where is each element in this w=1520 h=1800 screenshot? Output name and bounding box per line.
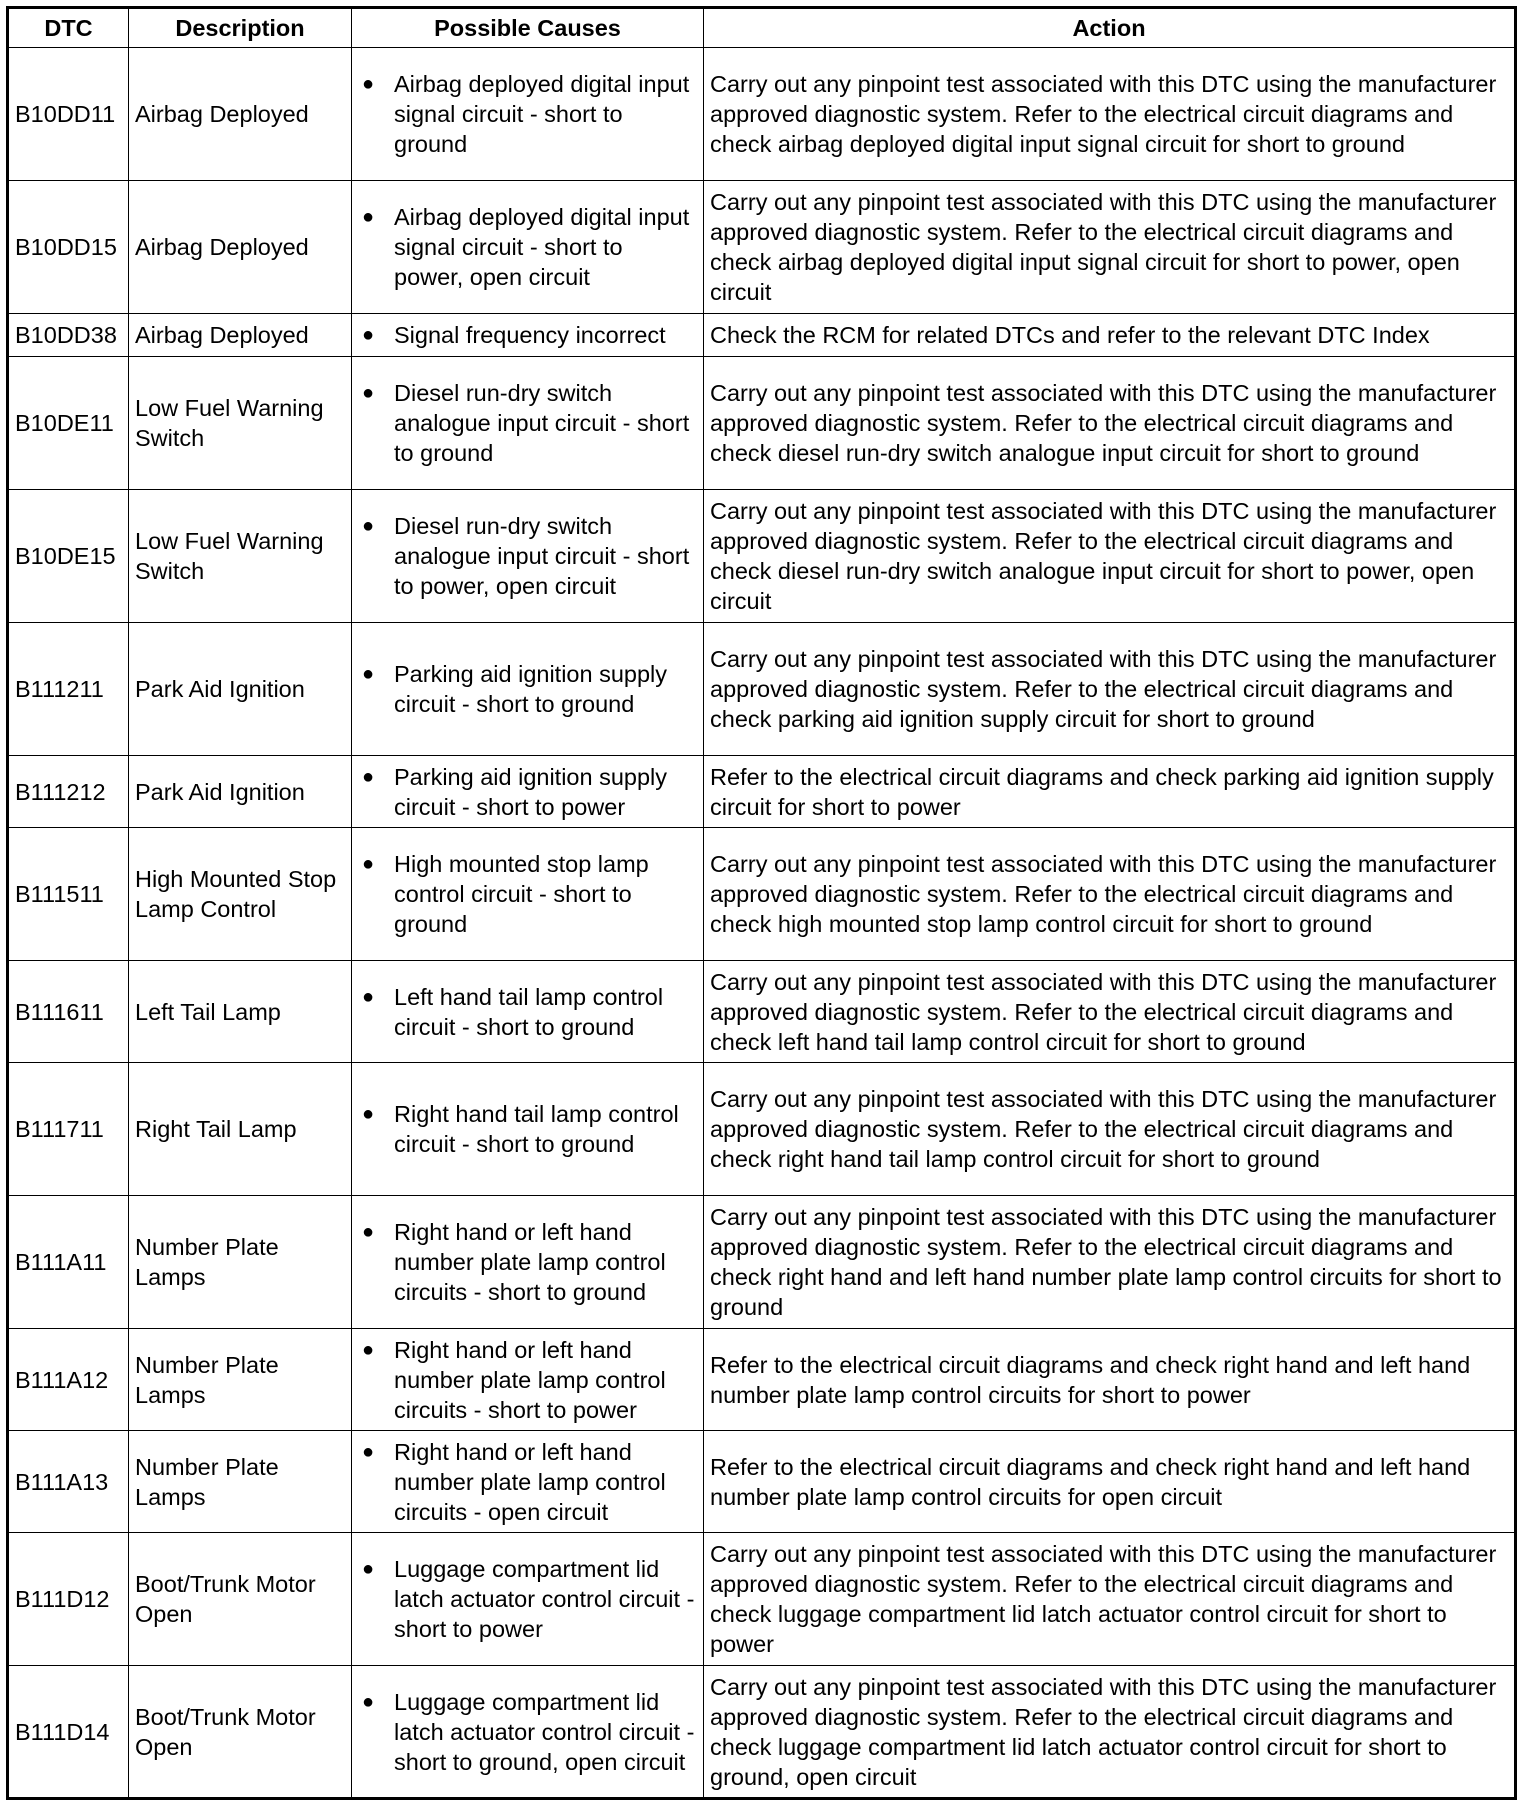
possible-cause-cell — [352, 1196, 704, 1329]
possible-cause-text: Right hand tail lamp control circuit - short to ground — [394, 1101, 679, 1157]
possible-cause-text: Diesel run-dry switch analogue input circuit - short to power, open circuit — [394, 513, 690, 599]
table-row — [8, 1063, 1516, 1196]
possible-cause-text: Right hand or left hand number plate lamp control circuits - short to power — [394, 1336, 666, 1423]
possible-cause-text: Right hand or left hand number plate lamp control circuits - open circuit — [394, 1438, 666, 1525]
action-text: Carry out any pinpoint test associated with this DTC using the manufacturer approved diagnostic system. Refer to the electrical circuit diagrams and check right hand and left hand number plate lamp control circuits for short to ground — [704, 1196, 1516, 1329]
dtc-description: Right Tail Lamp — [129, 1063, 352, 1196]
dtc-code: B111511 — [8, 828, 129, 961]
possible-cause-cell — [352, 357, 704, 490]
cause-bullet-item — [358, 1335, 697, 1425]
dtc-description: Park Aid Ignition — [129, 623, 352, 756]
table-row — [8, 1533, 1516, 1666]
cause-bullet-item — [358, 849, 697, 939]
dtc-code: B111711 — [8, 1063, 129, 1196]
dtc-description: Number Plate Lamps — [129, 1431, 352, 1533]
bullet-icon: ● — [362, 663, 375, 685]
bullet-icon: ● — [362, 1103, 375, 1125]
cause-bullet-item — [358, 320, 697, 350]
cause-bullet-item — [358, 1687, 697, 1777]
possible-cause-cell — [352, 490, 704, 623]
cause-bullet-item — [358, 202, 697, 292]
header-possible-causes: Possible Causes — [352, 8, 704, 48]
possible-cause-cell — [352, 623, 704, 756]
dtc-code: B10DD11 — [8, 48, 129, 181]
possible-cause-text: Luggage compartment lid latch actuator control circuit - short to ground, open circuit — [394, 1688, 695, 1775]
dtc-description: Number Plate Lamps — [129, 1329, 352, 1431]
dtc-code: B10DE15 — [8, 490, 129, 623]
dtc-description: Low Fuel Warning Switch — [129, 490, 352, 623]
action-text: Carry out any pinpoint test associated with this DTC using the manufacturer approved diagnostic system. Refer to the electrical circuit diagrams and check parking aid ignition supply circuit for short to ground — [704, 623, 1516, 756]
possible-cause-cell — [352, 756, 704, 828]
table-row — [8, 961, 1516, 1063]
possible-cause-cell — [352, 314, 704, 357]
dtc-code: B111A13 — [8, 1431, 129, 1533]
possible-cause-text: Right hand or left hand number plate lamp control circuits - short to ground — [394, 1219, 666, 1305]
bullet-icon: ● — [362, 1338, 375, 1361]
possible-cause-cell — [352, 1533, 704, 1666]
dtc-code: B111211 — [8, 623, 129, 756]
possible-cause-cell — [352, 1329, 704, 1431]
possible-cause-cell — [352, 1063, 704, 1196]
bullet-icon: ● — [362, 1440, 375, 1463]
action-text: Carry out any pinpoint test associated with this DTC using the manufacturer approved diagnostic system. Refer to the electrical circuit diagrams and check right hand tail lamp control circuit for short to ground — [704, 1063, 1516, 1196]
possible-cause-cell — [352, 181, 704, 314]
bullet-icon: ● — [362, 206, 375, 228]
action-text: Carry out any pinpoint test associated with this DTC using the manufacturer approved diagnostic system. Refer to the electrical circuit diagrams and check left hand tail lamp control circuit for short to ground — [704, 961, 1516, 1063]
possible-cause-cell — [352, 961, 704, 1063]
bullet-icon: ● — [362, 324, 375, 346]
dtc-code: B111212 — [8, 756, 129, 828]
possible-cause-text: Luggage compartment lid latch actuator control circuit - short to power — [394, 1556, 695, 1642]
bullet-icon: ● — [362, 1558, 375, 1580]
dtc-description: Number Plate Lamps — [129, 1196, 352, 1329]
action-text: Check the RCM for related DTCs and refer to the relevant DTC Index — [704, 314, 1516, 357]
cause-bullet-item — [358, 378, 697, 468]
table-row — [8, 1431, 1516, 1533]
bullet-icon: ● — [362, 1221, 375, 1243]
table-row — [8, 1329, 1516, 1431]
table-row — [8, 756, 1516, 828]
header-action: Action — [704, 8, 1516, 48]
possible-cause-cell — [352, 828, 704, 961]
bullet-icon: ● — [362, 73, 375, 95]
action-text: Carry out any pinpoint test associated with this DTC using the manufacturer approved diagnostic system. Refer to the electrical circuit diagrams and check luggage compartment lid latch actuator control circuit for short to ground, open circuit — [704, 1666, 1516, 1799]
table-body — [8, 48, 1516, 1799]
cause-bullet-item — [358, 982, 697, 1042]
action-text: Carry out any pinpoint test associated with this DTC using the manufacturer approved diagnostic system. Refer to the electrical circuit diagrams and check diesel run-dry switch analogue input circuit for short to power, open circuit — [704, 490, 1516, 623]
dtc-table-container — [6, 6, 1517, 1800]
possible-cause-text: Airbag deployed digital input signal circuit - short to ground — [394, 71, 690, 157]
bullet-icon: ● — [362, 1690, 375, 1713]
possible-cause-text: Left hand tail lamp control circuit - short to ground — [394, 983, 664, 1040]
dtc-code: B111A11 — [8, 1196, 129, 1329]
dtc-description: Boot/Trunk Motor Open — [129, 1533, 352, 1666]
action-text: Refer to the electrical circuit diagrams and check parking aid ignition supply circuit for short to power — [704, 756, 1516, 828]
action-text: Refer to the electrical circuit diagrams and check right hand and left hand number plate lamp control circuits for open circuit — [704, 1431, 1516, 1533]
table-row — [8, 181, 1516, 314]
table-row — [8, 490, 1516, 623]
action-text: Carry out any pinpoint test associated with this DTC using the manufacturer approved diagnostic system. Refer to the electrical circuit diagrams and check high mounted stop lamp control circuit for short to ground — [704, 828, 1516, 961]
dtc-code: B10DD15 — [8, 181, 129, 314]
cause-bullet-item — [358, 762, 697, 822]
dtc-description: Boot/Trunk Motor Open — [129, 1666, 352, 1799]
bullet-icon: ● — [362, 515, 375, 537]
header-description: Description — [129, 8, 352, 48]
dtc-code: B111A12 — [8, 1329, 129, 1431]
cause-bullet-item — [358, 1554, 697, 1644]
table-header-row — [8, 8, 1516, 48]
dtc-description: Airbag Deployed — [129, 48, 352, 181]
action-text: Carry out any pinpoint test associated with this DTC using the manufacturer approved diagnostic system. Refer to the electrical circuit diagrams and check airbag deployed digital input signal circuit for short to power, open circuit — [704, 181, 1516, 314]
bullet-icon: ● — [362, 765, 375, 788]
table-row — [8, 623, 1516, 756]
dtc-table — [6, 6, 1517, 1800]
dtc-code: B10DE11 — [8, 357, 129, 490]
dtc-code: B10DD38 — [8, 314, 129, 357]
header-dtc: DTC — [8, 8, 129, 48]
dtc-description: High Mounted Stop Lamp Control — [129, 828, 352, 961]
bullet-icon: ● — [362, 985, 375, 1008]
cause-bullet-item — [358, 659, 697, 719]
table-row — [8, 1196, 1516, 1329]
cause-bullet-item — [358, 1099, 697, 1159]
table-row — [8, 828, 1516, 961]
table-row — [8, 48, 1516, 181]
dtc-description: Park Aid Ignition — [129, 756, 352, 828]
possible-cause-cell — [352, 1666, 704, 1799]
possible-cause-text: High mounted stop lamp control circuit - short to ground — [394, 851, 649, 937]
dtc-code: B111D14 — [8, 1666, 129, 1799]
action-text: Carry out any pinpoint test associated with this DTC using the manufacturer approved diagnostic system. Refer to the electrical circuit diagrams and check airbag deployed digital input signal circuit for short to ground — [704, 48, 1516, 181]
possible-cause-text: Airbag deployed digital input signal circuit - short to power, open circuit — [394, 204, 690, 290]
table-row — [8, 357, 1516, 490]
possible-cause-text: Parking aid ignition supply circuit - short to ground — [394, 661, 668, 717]
cause-bullet-item — [358, 1437, 697, 1527]
cause-bullet-item — [358, 511, 697, 601]
action-text: Carry out any pinpoint test associated with this DTC using the manufacturer approved diagnostic system. Refer to the electrical circuit diagrams and check luggage compartment lid latch actuator control circuit for short to power — [704, 1533, 1516, 1666]
action-text: Refer to the electrical circuit diagrams and check right hand and left hand number plate lamp control circuits for short to power — [704, 1329, 1516, 1431]
bullet-icon: ● — [362, 382, 375, 404]
bullet-icon: ● — [362, 853, 375, 875]
possible-cause-cell — [352, 48, 704, 181]
cause-bullet-item — [358, 1217, 697, 1307]
possible-cause-text: Diesel run-dry switch analogue input circuit - short to ground — [394, 380, 690, 466]
dtc-description: Airbag Deployed — [129, 181, 352, 314]
possible-cause-text: Parking aid ignition supply circuit - short to power — [394, 763, 668, 820]
table-row — [8, 314, 1516, 357]
dtc-code: B111D12 — [8, 1533, 129, 1666]
possible-cause-cell — [352, 1431, 704, 1533]
dtc-code: B111611 — [8, 961, 129, 1063]
cause-bullet-item — [358, 69, 697, 159]
table-row — [8, 1666, 1516, 1799]
possible-cause-text: Signal frequency incorrect — [394, 322, 666, 348]
dtc-description: Airbag Deployed — [129, 314, 352, 357]
action-text: Carry out any pinpoint test associated with this DTC using the manufacturer approved diagnostic system. Refer to the electrical circuit diagrams and check diesel run-dry switch analogue input circuit for short to ground — [704, 357, 1516, 490]
dtc-description: Low Fuel Warning Switch — [129, 357, 352, 490]
dtc-description: Left Tail Lamp — [129, 961, 352, 1063]
